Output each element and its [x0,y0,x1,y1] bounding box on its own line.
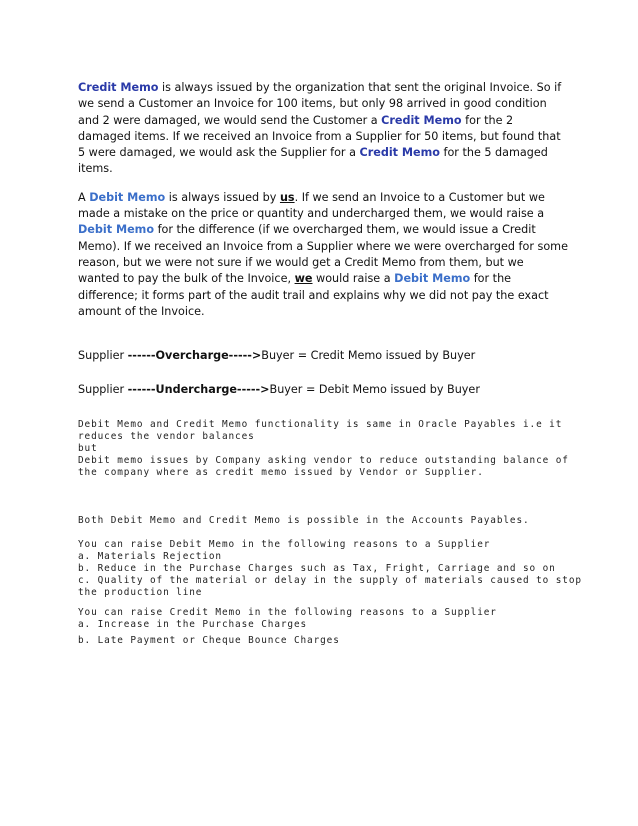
undercharge-arrow: ------Undercharge-----> [127,383,270,397]
we-emphasis: we [294,272,313,286]
credit-memo-text: for the 2 damaged items. If we received an Invoice from a Supplier for 50 items, but found that 5 were damaged, we would ask the Supplier for a [78,113,561,160]
debit-memo-term: Debit Memo [78,223,155,237]
overcharge-line [78,348,568,364]
debit-memo-term: Debit Memo [394,272,471,286]
debit-memo-text: A [78,190,90,204]
accounts-payables-note: Both Debit Memo and Credit Memo is possible in the Accounts Payables. [78,514,530,526]
debit-memo-term: Debit Memo [89,190,166,204]
us-emphasis: us [279,190,295,204]
document-page [78,80,582,647]
debit-memo-reasons: You can raise Debit Memo in the following reasons to a Supplier a. Materials Rejection b. Reduce in the Purchase Charges such as Tax, Fright, Carriage and so on c. Quality of the material or delay in the supply of materials caused to stop the production line [78,538,582,598]
undercharge-result: Buyer = Debit Memo issued by Buyer [269,383,480,397]
debit-memo-text: is always issued by [165,190,280,204]
debit-memo-text: . If we send an Invoice to a Customer but we made a mistake on the price or quantity and undercharged them, we would raise a [78,190,545,221]
credit-memo-reasons: You can raise Credit Memo in the following reasons to a Supplier a. Increase in the Purchase Charges [78,606,497,630]
undercharge-line [78,382,568,398]
credit-memo-term: Credit Memo [78,81,159,94]
debit-memo-text: would raise a [312,272,395,286]
overcharge-supplier: Supplier [78,349,128,363]
overcharge-arrow: ------Overcharge-----> [127,349,262,363]
debit-memo-paragraph [78,190,568,320]
functionality-note: Debit Memo and Credit Memo functionality is same in Oracle Payables i.e it reduces the vendor balances but Debit memo issues by Company asking vendor to reduce outstanding balance of the company where as credit memo issued by Vendor or Supplier. [78,418,569,478]
credit-memo-paragraph [78,80,568,178]
credit-memo-text: for the 5 damaged items. [78,146,548,176]
credit-memo-text: is always issued by the organization that sent the original Invoice. So if we send a Customer an Invoice for 100 items, but only 98 arrived in good condition and 2 were damaged, we would send the Customer a [78,81,562,127]
undercharge-supplier: Supplier [78,383,128,397]
debit-memo-text: for the difference (if we overcharged them, we would issue a Credit Memo). If we received an Invoice from a Supplier where we were overcharged for some reason, but we were not sure if we would get a Credit Memo from them, but we wanted to pay the bulk of the Invoice, [78,223,568,286]
credit-memo-term: Credit Memo [359,146,440,160]
debit-memo-text: for the difference; it forms part of the audit trail and explains why we did not pay the exact amount of the Invoice. [78,272,549,318]
credit-memo-reason-b: b. Late Payment or Cheque Bounce Charges [78,634,340,646]
overcharge-result: Buyer = Credit Memo issued by Buyer [261,349,476,363]
credit-memo-term: Credit Memo [381,113,462,127]
